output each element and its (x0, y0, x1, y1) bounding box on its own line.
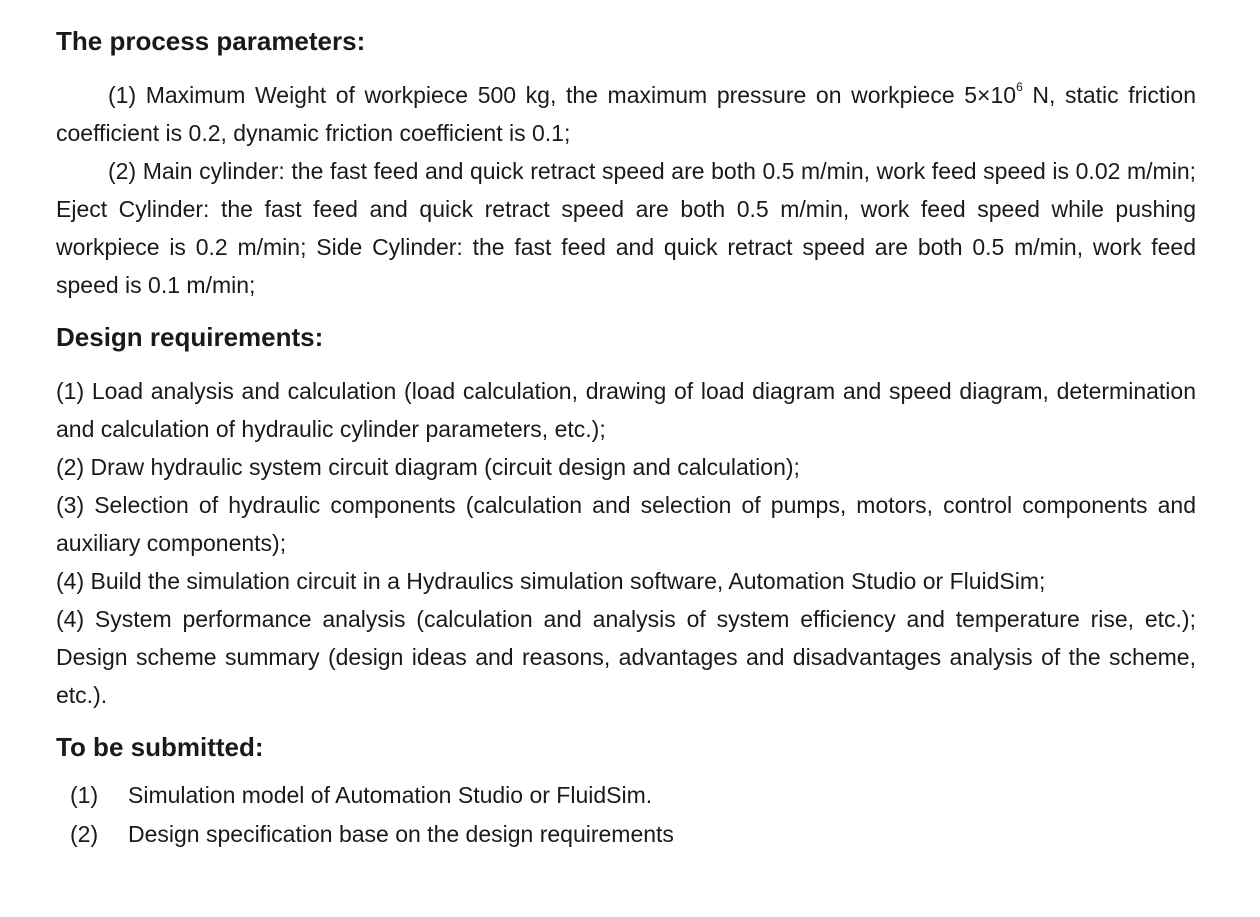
exponent: 6 (1016, 80, 1023, 94)
design-requirement-3: (3) Selection of hydraulic components (calculation and selection of pumps, motors, control components and auxiliary components); (56, 492, 1196, 556)
to-be-submitted-heading: To be submitted: (56, 732, 264, 762)
process-parameters-heading: The process parameters: (56, 26, 366, 56)
process-parameter-1 (56, 76, 1196, 152)
design-requirement-4: (4) Build the simulation circuit in a Hydraulics simulation software, Automation Studio or FluidSim; (56, 568, 1046, 594)
design-requirement-5: (4) System performance analysis (calculation and analysis of system efficiency and temperature rise, etc.); Design scheme summary (design ideas and reasons, advantages and disadvantages analysis of the scheme, etc.). (56, 606, 1196, 708)
design-requirement-1: (1) Load analysis and calculation (load calculation, drawing of load diagram and speed diagram, determination and calculation of hydraulic cylinder parameters, etc.); (56, 378, 1196, 442)
list-item-number: (1) (70, 782, 99, 808)
list-item (56, 815, 1196, 854)
process-parameter-1-text-b: N, static friction coefficient is 0.2, dynamic friction coefficient is 0.1; (56, 82, 1196, 146)
submission-list (56, 776, 1196, 854)
design-requirements-heading: Design requirements: (56, 322, 324, 352)
design-requirement-2: (2) Draw hydraulic system circuit diagram (circuit design and calculation); (56, 454, 800, 480)
list-item-number: (2) (70, 821, 99, 847)
process-parameter-2: (2) Main cylinder: the fast feed and quick retract speed are both 0.5 m/min, work feed speed is 0.02 m/min; Eject Cylinder: the fast feed and quick retract speed are both 0.5 m/min, work feed speed while pushing workpiece is 0.2 m/min; Side Cylinder: the fast feed and quick retract speed are both 0.5 m/min, work feed speed is 0.1 m/min; (56, 158, 1196, 298)
process-parameter-1-text-a: (1) Maximum Weight of workpiece 500 kg, the maximum pressure on workpiece 5×10 (108, 82, 1017, 108)
list-item (56, 776, 1196, 815)
list-item-text: Design specification base on the design requirements (128, 821, 674, 847)
list-item-text: Simulation model of Automation Studio or FluidSim. (128, 782, 653, 808)
